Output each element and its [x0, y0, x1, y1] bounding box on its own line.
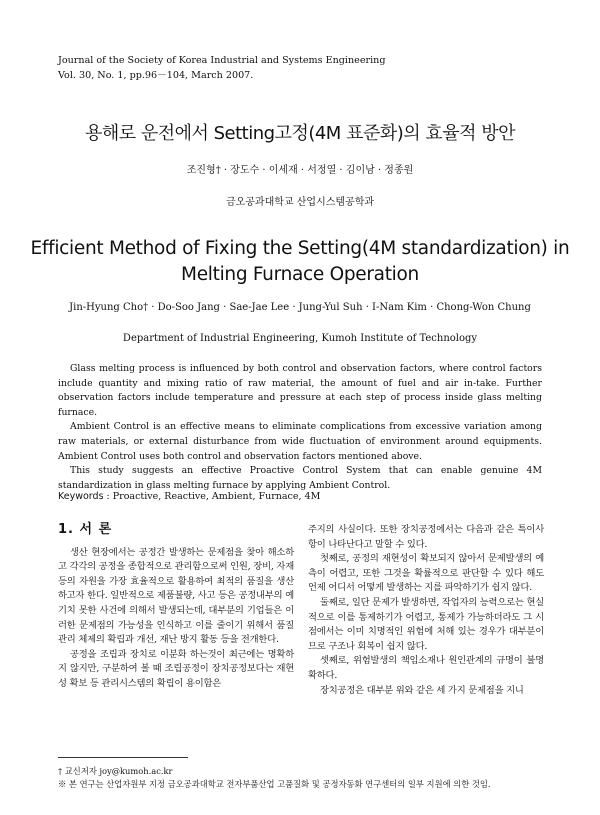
keywords-label: Keywords [58, 491, 104, 502]
abstract-paragraph: Glass melting process is influenced by both control and observation factors, where control factors include quantity and mixing ratio of raw material, the amount of fuel and air in-take. Further observation factors include temperature and pressure at each step of process inside glass melting furnace. [58, 363, 542, 418]
body-paragraph: 주지의 사실이다. 또한 장치공정에서는 다음과 같은 특이사항이 나타난다고 말할 수 있다. [308, 524, 544, 550]
body-paragraph: 공정을 조립과 장치로 이분화 하는것이 최근에는 명확하지 않지만, 구분하여 볼 때 조립공정이 장치공정보다는 재현성 확보 등 관리시스템의 확립이 용이함은 [58, 648, 294, 689]
english-title [0, 236, 600, 288]
journal-name: Journal of the Society of Korea Industrial and Systems Engineering [58, 55, 386, 66]
keywords-list: : Proactive, Reactive, Ambient, Furnace, 4M [103, 491, 321, 502]
abstract [58, 362, 542, 493]
body-paragraph: 셋째로, 위험발생의 책임소재나 원인관계의 규명이 불명확하다. [308, 655, 544, 681]
footnote-divider [58, 757, 188, 758]
body-left-column [58, 523, 294, 692]
footnote-funding: ※ 본 연구는 산업자원부 지정 금오공과대학교 전자부품산업 고품질화 및 공정자동화 연구센터의 일부 지원에 의한 것임. [58, 779, 491, 789]
keywords [58, 491, 320, 502]
english-title-line2: Melting Furnace Operation [181, 264, 419, 285]
korean-title: 용해로 운전에서 Setting고정(4M 표준화)의 효율적 방안 [84, 123, 516, 144]
english-title-line1: Efficient Method of Fixing the Setting(4M standardization) in [30, 238, 570, 259]
body-paragraph: 장치공정은 대부분 위와 같은 세 가지 문제점을 지니 [320, 684, 524, 696]
body-right-column [308, 523, 544, 698]
body-paragraph: 생산 현장에서는 공정간 발생하는 문제점을 찾아 해소하고 각각의 공정을 종합적으로 관리함으로써 인원, 장비, 자재 등의 자원을 가장 효율적으로 활용하여 최적의 품질을 생산하고자 한다. 일반적으로 제품불량, 사고 등은 공정내부의 예기치 못한 사건에 의해서 발생되는데, 대부분의 기업들은 이러한 문제점의 가능성을 인식하고 이를 줄이기 위해서 품질 관리 체제의 확립과 개선, 재난 방지 활동 등을 전개한다. [58, 546, 294, 646]
journal-citation [58, 53, 386, 83]
footnotes [58, 765, 491, 791]
abstract-paragraph: Ambient Control is an effective means to eliminate complications from excessive variation among raw materials, or external disturbance from wide fluctuation of environment around equipments. Ambient Control uses both control and observation factors mentioned above. [58, 421, 542, 462]
footnote-corresponding-author: † 교신저자 joy@kumoh.ac.kr [58, 766, 173, 776]
korean-affiliation: 금오공과대학교 산업시스템공학과 [225, 197, 375, 208]
body-paragraph: 첫째로, 공정의 재현성이 확보되지 않아서 문제발생의 예측이 어렵고, 또한 그것을 확률적으로 판단할 수 있다 해도 언제 어디서 어떻게 발생하는 지를 파악하기가 쉽지 않다. [308, 553, 544, 594]
section-heading: 1. 서 론 [58, 522, 113, 537]
korean-authors: 조진형† · 장도수 · 이세재 · 서정열 · 김이남 · 정종원 [186, 165, 414, 176]
english-affiliation: Department of Industrial Engineering, Kumoh Institute of Technology [122, 333, 478, 344]
abstract-paragraph: This study suggests an effective Proactive Control System that can enable genuine 4M standardization in glass melting furnace by applying Ambient Control. [58, 465, 542, 491]
body-paragraph: 둘째로, 일단 문제가 발생하면, 작업자의 능력으로는 현실적으로 이를 통제하기가 어렵고, 통제가 가능하더라도 그 시점에서는 이미 치명적인 위험에 처해 있는 경우가 대부분이므로 구조나 회복이 쉽지 않다. [308, 596, 545, 652]
english-authors: Jin-Hyung Cho† · Do-Soo Jang · Sae-Jae Lee · Jung-Yul Suh · I-Nam Kim · Chong-Won Chung [69, 302, 531, 313]
journal-volume: Vol. 30, No. 1, pp.96－104, March 2007. [58, 70, 254, 81]
